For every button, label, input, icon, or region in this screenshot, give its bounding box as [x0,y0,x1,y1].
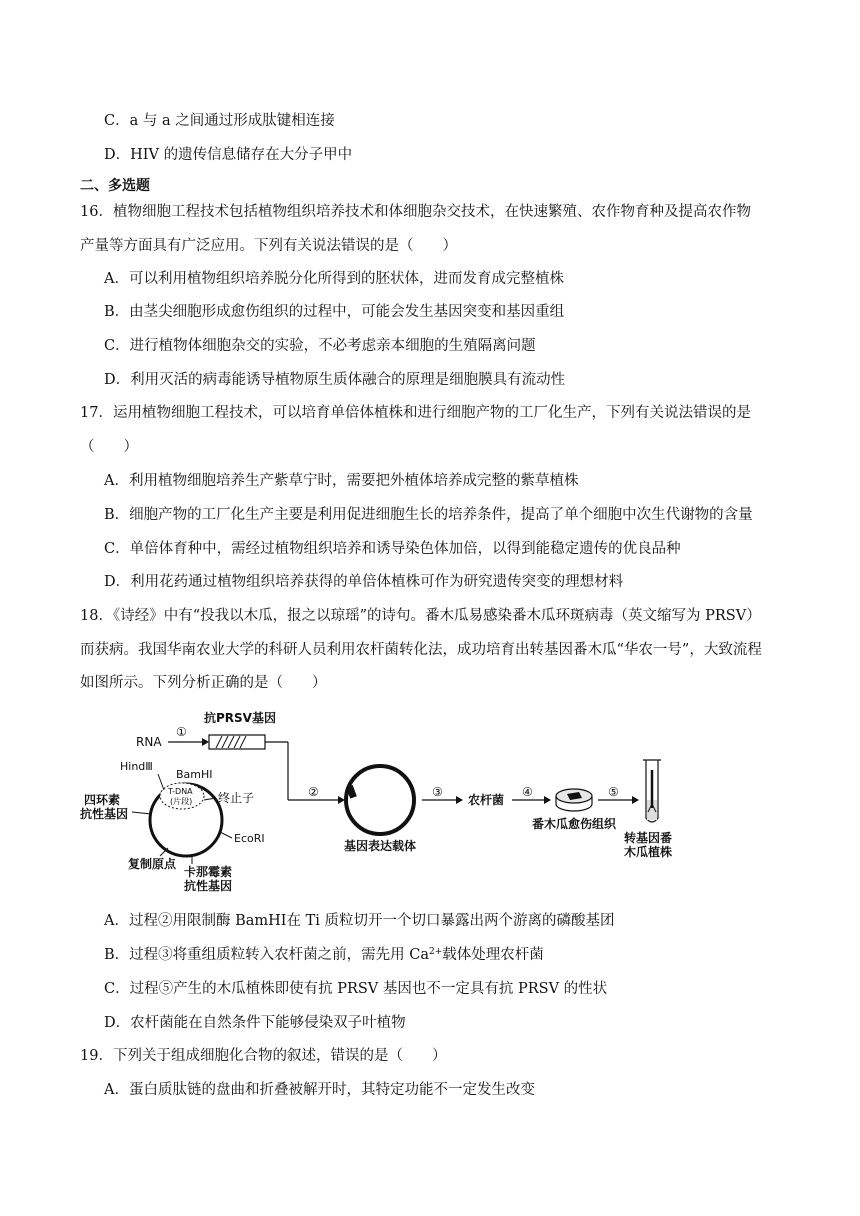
t-dna-fragment-label: (片段) [170,797,193,806]
question-17-option-c: C．单倍体育种中，需经过植物组织培养和诱导染色体加倍，以得到能稳定遗传的优良品种 [104,541,681,557]
agrobacterium-label: 农杆菌 [468,793,505,807]
tetracycline-resistance-label: 抗性基因 [80,807,129,821]
question-16-option-a: A．可以利用植物组织培养脱分化所得到的胚状体，进而发育成完整植株 [104,271,564,287]
question-16-option-c: C．进行植物体细胞杂交的实验，不必考虑亲本细胞的生殖隔离问题 [104,338,536,354]
question-19-stem: 19．下列关于组成细胞化合物的叙述，错误的是（ ） [80,1048,447,1064]
question-16-option-d: D．利用灭活的病毒能诱导植物原生质体融合的原理是细胞膜具有流动性 [104,372,566,388]
expression-vector-label: 基因表达载体 [344,839,417,853]
question-17-option-b: B．细胞产物的工厂化生产主要是利用促进细胞生长的培养条件，提高了单个细胞中次生代谢物的含量 [104,507,753,523]
option-c-prev: C．a 与 a 之间通过形成肽键相连接 [104,113,335,129]
kanamycin-label: 卡那霉素 [184,865,233,879]
question-18-option-a: A．过程②用限制酶 BamHⅠ在 Ti 质粒切开一个切口暴露出两个游离的磷酸基团 [104,913,615,929]
kanamycin-resistance-label: 抗性基因 [184,879,233,893]
question-17-option-a: A．利用植物细胞培养生产紫草宁时，需要把外植体培养成完整的紫草植株 [104,473,579,489]
question-18-option-c: C．过程⑤产生的木瓜植株即使有抗 PRSV 基因也不一定具有抗 PRSV 的性状 [104,981,608,997]
terminator-label: 终止子 [218,791,255,805]
question-18-option-d: D．农杆菌能在自然条件下能够侵染双子叶植物 [104,1015,406,1031]
bamh1-label: BamHⅠ [176,768,213,781]
option-d-prev: D．HIV 的遗传信息储存在大分子甲中 [104,147,353,163]
step-1-label: ① [176,725,187,739]
question-17-stem-cont: （ ） [80,439,138,455]
question-18-stem: 18．《诗经》中有“投我以木瓜，报之以琼瑶”的诗句。番木瓜易感染番木瓜环斑病毒（英文缩写为 PRSV） [80,608,761,624]
question-17-stem: 17．运用植物细胞工程技术，可以培育单倍体植株和进行细胞产物的工厂化生产，下列有关说法错误的是 [80,405,751,421]
question-16-option-b: B．由茎尖细胞形成愈伤组织的过程中，可能会发生基因突变和基因重组 [104,304,565,320]
question-16-stem: 16．植物细胞工程技术包括植物组织培养技术和体细胞杂交技术，在快速繁殖、农作物育种及提高农作物 [80,204,751,220]
step-2-label: ② [308,785,319,799]
transgenic-plant-label-cont: 木瓜植株 [624,845,673,859]
question-18-stem-cont: 而获病。我国华南农业大学的科研人员利用农杆菌转化法，成功培育出转基因番木瓜“华农一号”，大致流程 [80,642,762,658]
question-17-option-d: D．利用花药通过植物组织培养获得的单倍体植株可作为研究遗传突变的理想材料 [104,574,624,590]
anti-prsv-gene-label: 抗PRSV基因 [204,711,276,725]
question-18-stem-end: 如图所示。下列分析正确的是（ ） [80,675,327,691]
tetracycline-label: 四环素 [84,793,121,807]
ecor1-label: EcoRⅠ [234,832,265,845]
origin-label: 复制原点 [128,857,177,871]
t-dna-label: T-DNA [168,787,193,796]
question-19-option-a: A．蛋白质肽链的盘曲和折叠被解开时，其特定功能不一定发生改变 [104,1082,535,1098]
rna-label: RNA [136,735,162,749]
question-18-option-b: B．过程③将重组质粒转入农杆菌之前，需先用 $Ca^{2+}$载体处理农杆菌 [104,947,544,963]
section-heading: 二、多选题 [80,178,150,194]
question-16-stem-cont: 产量等方面具有广泛应用。下列有关说法错误的是（ ） [80,238,457,254]
papaya-callus-label: 番木瓜愈伤组织 [532,817,617,831]
transgenic-papaya-flow-diagram [76,708,696,904]
step-4-label: ④ [522,785,533,799]
transgenic-plant-label: 转基因番 [624,831,673,845]
hind3-label: HindⅢ [120,760,153,773]
step-5-label: ⑤ [608,785,619,799]
expression-vector [346,766,414,834]
step-3-label: ③ [432,785,443,799]
